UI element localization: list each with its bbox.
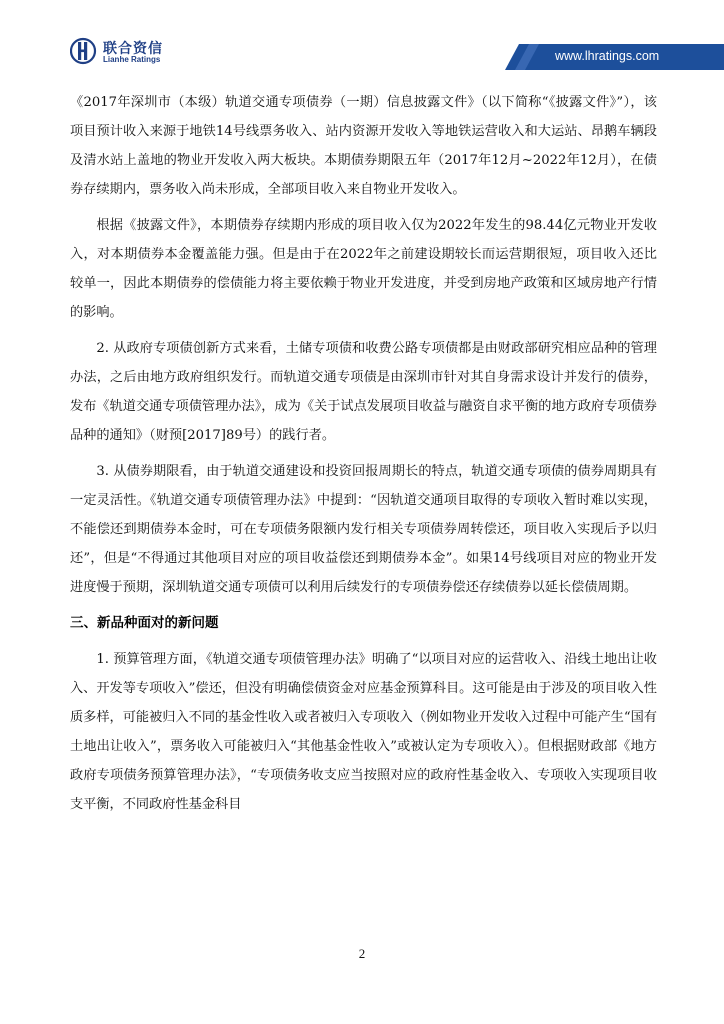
page-header <box>0 0 724 80</box>
logo-english-name: Lianhe Ratings <box>103 55 161 64</box>
paragraph-project-income: 根据《披露文件》，本期债券存续期内形成的项目收入仅为2022年发生的98.44亿元物业开发收入，对本期债券本金覆盖能力强。但是由于在2022年之前建设期较长而运营期很短，项目收入还比较单一，因此本期债券的偿债能力将主要依赖于物业开发进度，并受到房地产政策和区域房地产行情的影响。 <box>70 218 657 320</box>
website-banner <box>505 44 724 70</box>
lianhe-logo-icon <box>70 37 100 65</box>
paragraph-bond-term: 3. 从债券期限看，由于轨道交通建设和投资回报周期长的特点，轨道交通专项债的债券周期具有一定灵活性。《轨道交通专项债管理办法》中提到：“因轨道交通项目取得的专项收入暂时难以实现，不能偿还到期债券本金时，可在专项债务限额内发行相关专项债券周转偿还，项目收入实现后予以归还”，但是“不得通过其他项目对应的项目收益偿还到期债券本金”。如果14号线项目对应的物业开发进度慢于预期，深圳轨道交通专项债可以利用后续发行的专项债券偿还存续债券以延长偿债周期。 <box>70 464 657 595</box>
logo-chinese-name: 联合资信 <box>103 41 163 57</box>
section-heading: 三、新品种面对的新问题 <box>70 615 219 631</box>
page-number: 2 <box>358 946 366 961</box>
website-url[interactable]: www.lhratings.com <box>555 49 660 63</box>
company-logo <box>70 37 185 65</box>
paragraph-disclosure-document: 《2017年深圳市（本级）轨道交通专项债券（一期）信息披露文件》（以下简称“《披露文件》”），该项目预计收入来源于地铁14号线票务收入、站内资源开发收入等地铁运营收入和大运站、昂鹅车辆段及清水站上盖地的物业开发收入两大板块。本期债券期限五年（2017年12月~2022年12月），在债券存续期内，票务收入尚未形成，全部项目收入来自物业开发收入。 <box>70 95 657 197</box>
paragraph-budget-management: 1. 预算管理方面，《轨道交通专项债管理办法》明确了“以项目对应的运营收入、沿线土地出让收入、开发等专项收入”偿还，但没有明确偿债资金对应基金预算科目。这可能是由于涉及的项目收入性质多样，可能被归入不同的基金性收入或者被归入专项收入（例如物业开发收入过程中可能产生“国有土地出让收入”，票务收入可能被归入“其他基金性收入”或被认定为专项收入）。但根据财政部《地方政府专项债务预算管理办法》，“专项债务收支应当按照对应的政府性基金收入、专项收入实现项目收支平衡，不同政府性基金科目 <box>70 652 657 812</box>
paragraph-innovation-method: 2. 从政府专项债创新方式来看，土储专项债和收费公路专项债都是由财政部研究相应品种的管理办法，之后由地方政府组织发行。而轨道交通专项债是由深圳市针对其自身需求设计并发行的债券，发布《轨道交通专项债管理办法》，成为《关于试点发展项目收益与融资自求平衡的地方政府专项债券品种的通知》（财预[2017]89号）的践行者。 <box>70 341 657 443</box>
document-body <box>70 88 657 819</box>
